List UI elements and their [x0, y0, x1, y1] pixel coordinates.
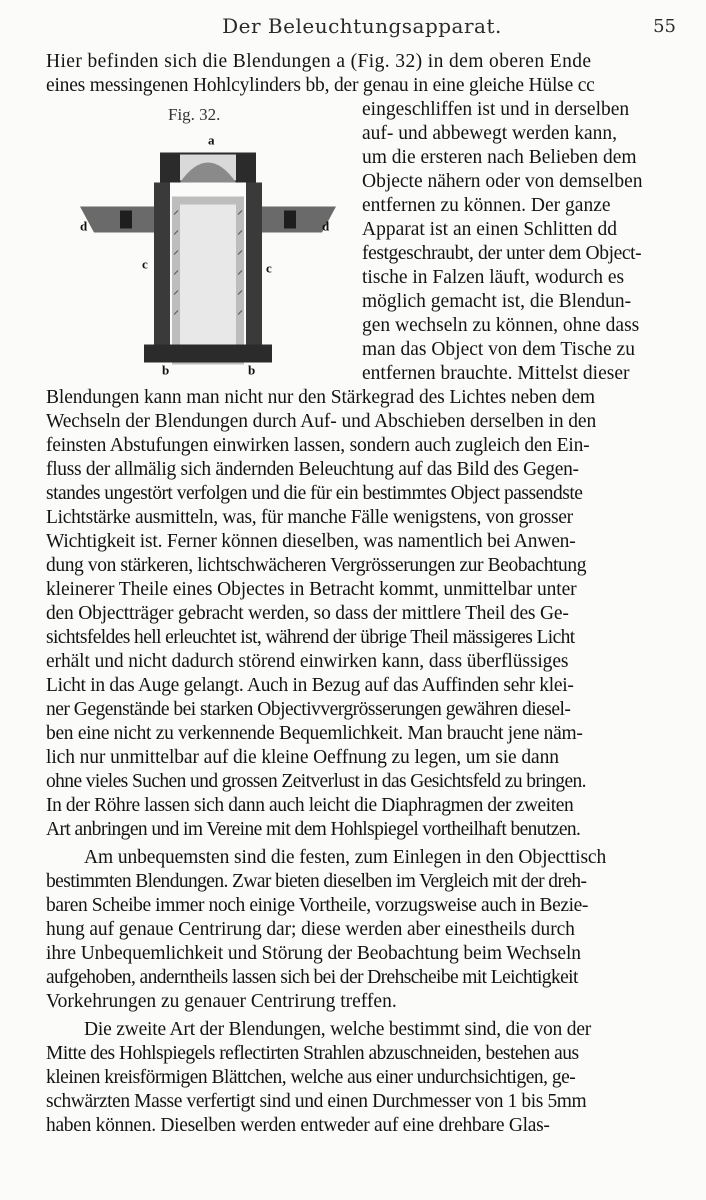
text-line: kleinerer Theile eines Objectes in Betracht kommt, unmittelbar unter	[46, 579, 577, 600]
text-line: ohne vieles Suchen und grossen Zeitverlust in das Gesichtsfeld zu bringen.	[46, 771, 586, 792]
figure-label-b-left: b	[162, 362, 170, 378]
figure-32-illustration	[60, 122, 350, 392]
text-line: Apparat ist an einen Schlitten dd	[362, 219, 618, 240]
text-line: Am unbequemsten sind die festen, zum Einlegen in den Objecttisch	[84, 847, 607, 868]
text-line: feinsten Abstufungen einwirken lassen, sondern auch zugleich den Ein-	[46, 435, 590, 456]
text-line: um die ersteren nach Belieben dem	[362, 147, 637, 168]
figure-label-c-right: c	[266, 260, 272, 276]
text-line: Mitte des Hohlspiegels reflectirten Strahlen abzuschneiden, bestehen aus	[46, 1043, 579, 1064]
text-line: haben können. Dieselben werden entweder auf eine drehbare Glas-	[46, 1115, 550, 1136]
text-line: ner Gegenstände bei starken Objectivvergrösserungen gewähren diesel-	[46, 699, 571, 720]
screw-left	[120, 211, 132, 229]
text-line: Licht in das Auge gelangt. Auch in Bezug auf das Auffinden sehr klei-	[46, 675, 574, 696]
figure-label-c-left: c	[142, 256, 148, 272]
text-line: bestimmten Blendungen. Zwar bieten dieselben im Vergleich mit der dreh-	[46, 871, 587, 892]
text-line: entfernen zu können. Der ganze	[362, 195, 611, 216]
text-line: Hier befinden sich die Blendungen a (Fig. 32) in dem oberen Ende	[46, 51, 592, 72]
figure-label-d-right: d	[322, 218, 330, 234]
text-line: baren Scheibe immer noch einige Vortheile, vorzugsweise auch in Bezie-	[46, 895, 589, 916]
text-line: Vorkehrungen zu genauer Centrirung treffen.	[46, 991, 397, 1012]
page-number: 55	[653, 16, 676, 37]
text-line: ihre Unbequemlichkeit und Störung der Beobachtung beim Wechseln	[46, 943, 581, 964]
text-line: man das Object von dem Tische zu	[362, 339, 635, 360]
text-line: Wechseln der Blendungen durch Auf- und Abschieben derselben in den	[46, 411, 597, 432]
slide-left	[80, 207, 154, 233]
base-flange	[144, 345, 272, 363]
text-line: Art anbringen und im Vereine mit dem Hohlspiegel vortheilhaft benutzen.	[46, 819, 581, 840]
sleeve-right	[246, 183, 262, 361]
text-line: erhält und nicht dadurch störend einwirken kann, dass überflüssiges	[46, 651, 569, 672]
text-line: hung auf genaue Centrirung dar; diese werden aber einestheils durch	[46, 919, 575, 940]
text-line: lich nur unmittelbar auf die kleine Oeffnung zu legen, um sie dann	[46, 747, 559, 768]
text-line: auf- und abbewegt werden kann,	[362, 123, 618, 144]
text-line: eingeschliffen ist und in derselben	[362, 99, 630, 120]
text-line: Wichtigkeit ist. Ferner können dieselben, was namentlich bei Anwen-	[46, 531, 576, 552]
text-line: Lichtstärke ausmitteln, was, für manche Fälle wenigstens, von grosser	[46, 507, 573, 528]
figure-32-drawing	[60, 122, 350, 392]
text-line: sichtsfeldes hell erleuchtet ist, während der übrige Theil mässigeres Licht	[46, 627, 575, 648]
running-title: Der Beleuchtungsapparat.	[222, 14, 502, 38]
screw-right	[284, 211, 296, 229]
text-line: festgeschraubt, der unter dem Object-	[362, 243, 642, 264]
text-line: In der Röhre lassen sich dann auch leicht die Diaphragmen der zweiten	[46, 795, 574, 816]
figure-label-d-left: d	[80, 218, 88, 234]
text-line: tische in Falzen läuft, wodurch es	[362, 267, 625, 288]
text-line: Die zweite Art der Blendungen, welche bestimmt sind, die von der	[84, 1019, 592, 1040]
figure-label-b-right: b	[248, 362, 256, 378]
text-line: standes ungestört verfolgen und die für ein bestimmtes Object passendste	[46, 483, 583, 504]
text-line: schwärzten Masse verfertigt sind und einen Durchmesser von 1 bis 5mm	[46, 1091, 587, 1112]
text-line: Objecte nähern oder von demselben	[362, 171, 643, 192]
cylinder-bore	[180, 205, 236, 355]
text-line: möglich gemacht ist, die Blendun-	[362, 291, 632, 312]
text-line: entfernen brauchte. Mittelst dieser	[362, 363, 630, 384]
text-line: kleinen kreisförmigen Blättchen, welche aus einer undurchsichtigen, ge-	[46, 1067, 576, 1088]
text-line: dung von stärkeren, lichtschwächeren Vergrösserungen zur Beobachtung	[46, 555, 587, 576]
sleeve-left	[154, 183, 170, 361]
text-line: fluss der allmälig sich ändernden Beleuchtung auf das Bild des Gegen-	[46, 459, 579, 480]
figure-label-a: a	[208, 132, 215, 148]
text-line: eines messingenen Hohlcylinders bb, der genau in eine gleiche Hülse cc	[46, 75, 595, 96]
figure-caption: Fig. 32.	[168, 105, 221, 124]
text-line: aufgehoben, anderntheils lassen sich bei der Drehscheibe mit Leichtigkeit	[46, 967, 578, 988]
text-line: Blendungen kann man nicht nur den Stärkegrad des Lichtes neben dem	[46, 387, 595, 408]
text-line: gen wechseln zu können, ohne dass	[362, 315, 640, 336]
page-header	[48, 10, 676, 40]
text-line: den Objectträger gebracht werden, so dass der mittlere Theil des Ge-	[46, 603, 569, 624]
text-line: ben eine nicht zu verkennende Bequemlichkeit. Man braucht jene näm-	[46, 723, 583, 744]
